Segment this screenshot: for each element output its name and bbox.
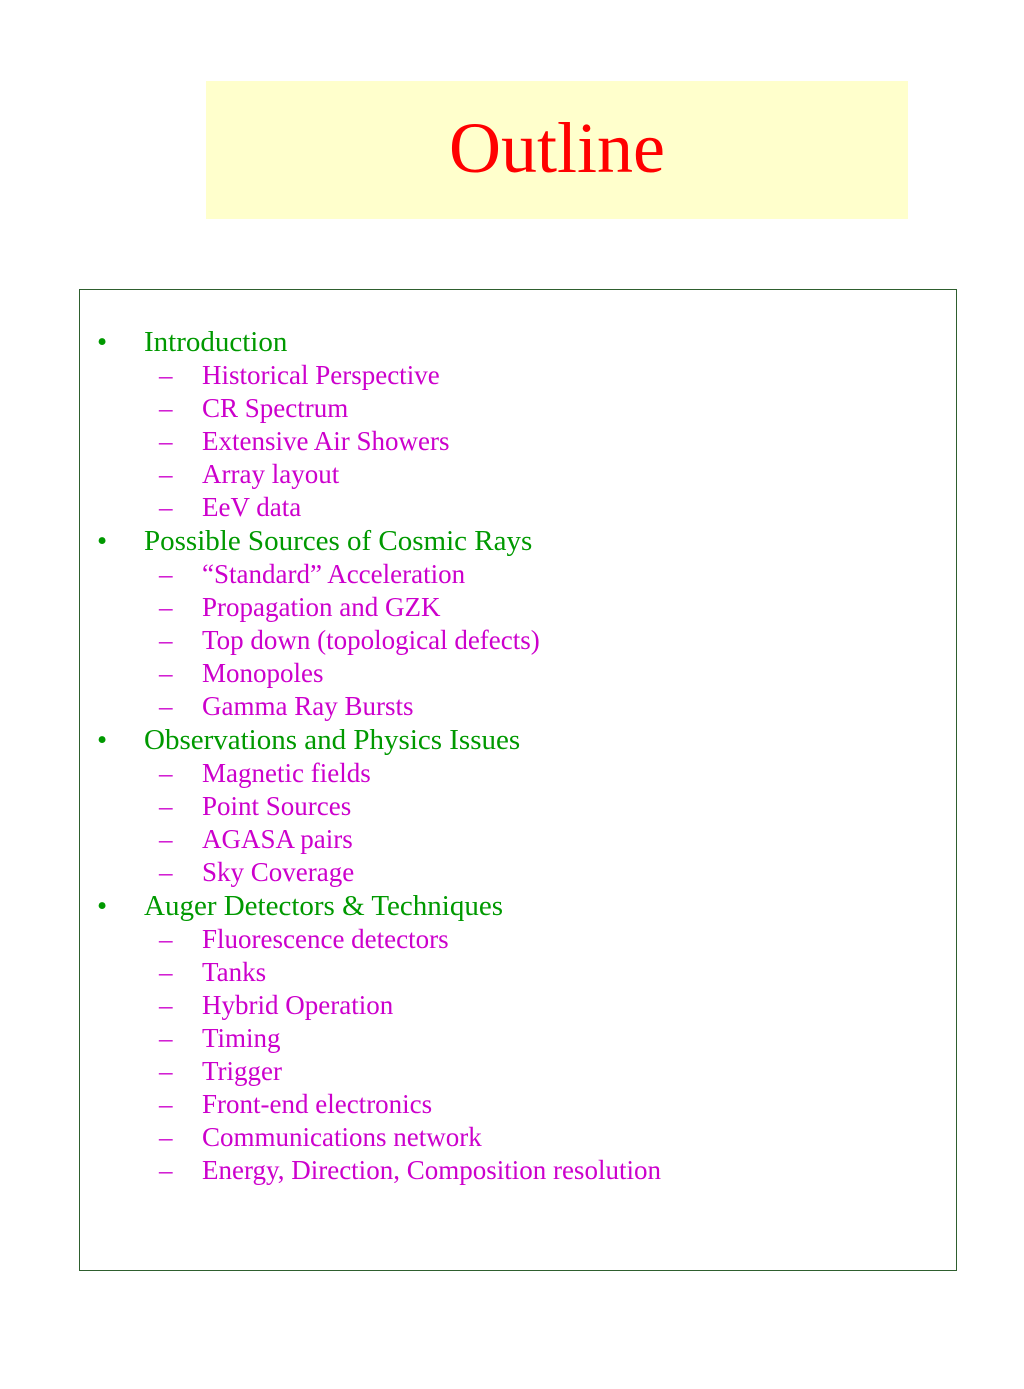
list-item bbox=[80, 491, 956, 524]
dash-icon: – bbox=[159, 658, 173, 688]
title-banner bbox=[206, 81, 908, 219]
list-item bbox=[80, 359, 956, 392]
sub-item-list bbox=[80, 923, 956, 1187]
dash-icon: – bbox=[159, 360, 173, 390]
dash-icon: – bbox=[159, 924, 173, 954]
list-item bbox=[80, 657, 956, 690]
list-item-label: Top down (topological defects) bbox=[202, 625, 540, 655]
dash-icon: – bbox=[159, 758, 173, 788]
dash-icon: – bbox=[159, 990, 173, 1020]
sub-item-list bbox=[80, 359, 956, 524]
list-item bbox=[80, 1088, 956, 1121]
list-item bbox=[80, 458, 956, 491]
list-item-label: Tanks bbox=[202, 957, 267, 987]
list-item-label: Point Sources bbox=[202, 791, 352, 821]
list-item-label: Front-end electronics bbox=[202, 1089, 433, 1119]
dash-icon: – bbox=[159, 1089, 173, 1119]
list-item-label: Timing bbox=[202, 1023, 281, 1053]
section-label: Introduction bbox=[144, 326, 288, 358]
list-item bbox=[80, 558, 956, 591]
list-item bbox=[80, 591, 956, 624]
list-item-label: “Standard” Acceleration bbox=[202, 559, 466, 589]
list-item-label: Array layout bbox=[202, 459, 340, 489]
dash-icon: – bbox=[159, 691, 173, 721]
list-item-label: Historical Perspective bbox=[202, 360, 440, 390]
list-item-label: AGASA pairs bbox=[202, 824, 353, 854]
outline-section bbox=[80, 889, 956, 1187]
list-item bbox=[80, 823, 956, 856]
section-heading bbox=[80, 723, 956, 757]
section-label: Auger Detectors & Techniques bbox=[144, 890, 504, 922]
dash-icon: – bbox=[159, 1023, 173, 1053]
list-item-label: Communications network bbox=[202, 1122, 482, 1152]
list-item-label: Energy, Direction, Composition resolution bbox=[202, 1155, 661, 1185]
list-item bbox=[80, 989, 956, 1022]
dash-icon: – bbox=[159, 393, 173, 423]
list-item bbox=[80, 1121, 956, 1154]
bullet-icon: • bbox=[97, 890, 108, 922]
list-item bbox=[80, 1055, 956, 1088]
bullet-icon: • bbox=[97, 724, 108, 756]
list-item bbox=[80, 956, 956, 989]
bullet-icon: • bbox=[97, 326, 108, 358]
outline-section bbox=[80, 325, 956, 524]
section-label: Possible Sources of Cosmic Rays bbox=[144, 525, 533, 557]
list-item-label: Hybrid Operation bbox=[202, 990, 394, 1020]
outline-list bbox=[80, 325, 956, 1187]
list-item bbox=[80, 790, 956, 823]
list-item-label: EeV data bbox=[202, 492, 302, 522]
dash-icon: – bbox=[159, 1155, 173, 1185]
bullet-icon: • bbox=[97, 525, 108, 557]
sub-item-list bbox=[80, 757, 956, 889]
list-item bbox=[80, 624, 956, 657]
list-item bbox=[80, 856, 956, 889]
dash-icon: – bbox=[159, 857, 173, 887]
dash-icon: – bbox=[159, 426, 173, 456]
dash-icon: – bbox=[159, 592, 173, 622]
list-item-label: Fluorescence detectors bbox=[202, 924, 449, 954]
dash-icon: – bbox=[159, 1122, 173, 1152]
list-item bbox=[80, 392, 956, 425]
outline-section bbox=[80, 723, 956, 889]
section-heading bbox=[80, 524, 956, 558]
section-heading bbox=[80, 889, 956, 923]
list-item bbox=[80, 757, 956, 790]
list-item-label: Gamma Ray Bursts bbox=[202, 691, 414, 721]
list-item-label: Magnetic fields bbox=[202, 758, 371, 788]
list-item-label: Monopoles bbox=[202, 658, 324, 688]
dash-icon: – bbox=[159, 625, 173, 655]
section-heading bbox=[80, 325, 956, 359]
dash-icon: – bbox=[159, 791, 173, 821]
dash-icon: – bbox=[159, 824, 173, 854]
list-item bbox=[80, 425, 956, 458]
list-item bbox=[80, 923, 956, 956]
section-label: Observations and Physics Issues bbox=[144, 724, 521, 756]
slide-title: Outline bbox=[449, 108, 665, 188]
dash-icon: – bbox=[159, 492, 173, 522]
list-item bbox=[80, 1154, 956, 1187]
dash-icon: – bbox=[159, 559, 173, 589]
list-item bbox=[80, 1022, 956, 1055]
list-item bbox=[80, 690, 956, 723]
list-item-label: Propagation and GZK bbox=[202, 592, 441, 622]
list-item-label: CR Spectrum bbox=[202, 393, 349, 423]
outline-section bbox=[80, 524, 956, 723]
list-item-label: Trigger bbox=[202, 1056, 283, 1086]
outline-panel bbox=[79, 289, 957, 1271]
dash-icon: – bbox=[159, 459, 173, 489]
list-item-label: Sky Coverage bbox=[202, 857, 355, 887]
dash-icon: – bbox=[159, 1056, 173, 1086]
list-item-label: Extensive Air Showers bbox=[202, 426, 450, 456]
dash-icon: – bbox=[159, 957, 173, 987]
sub-item-list bbox=[80, 558, 956, 723]
